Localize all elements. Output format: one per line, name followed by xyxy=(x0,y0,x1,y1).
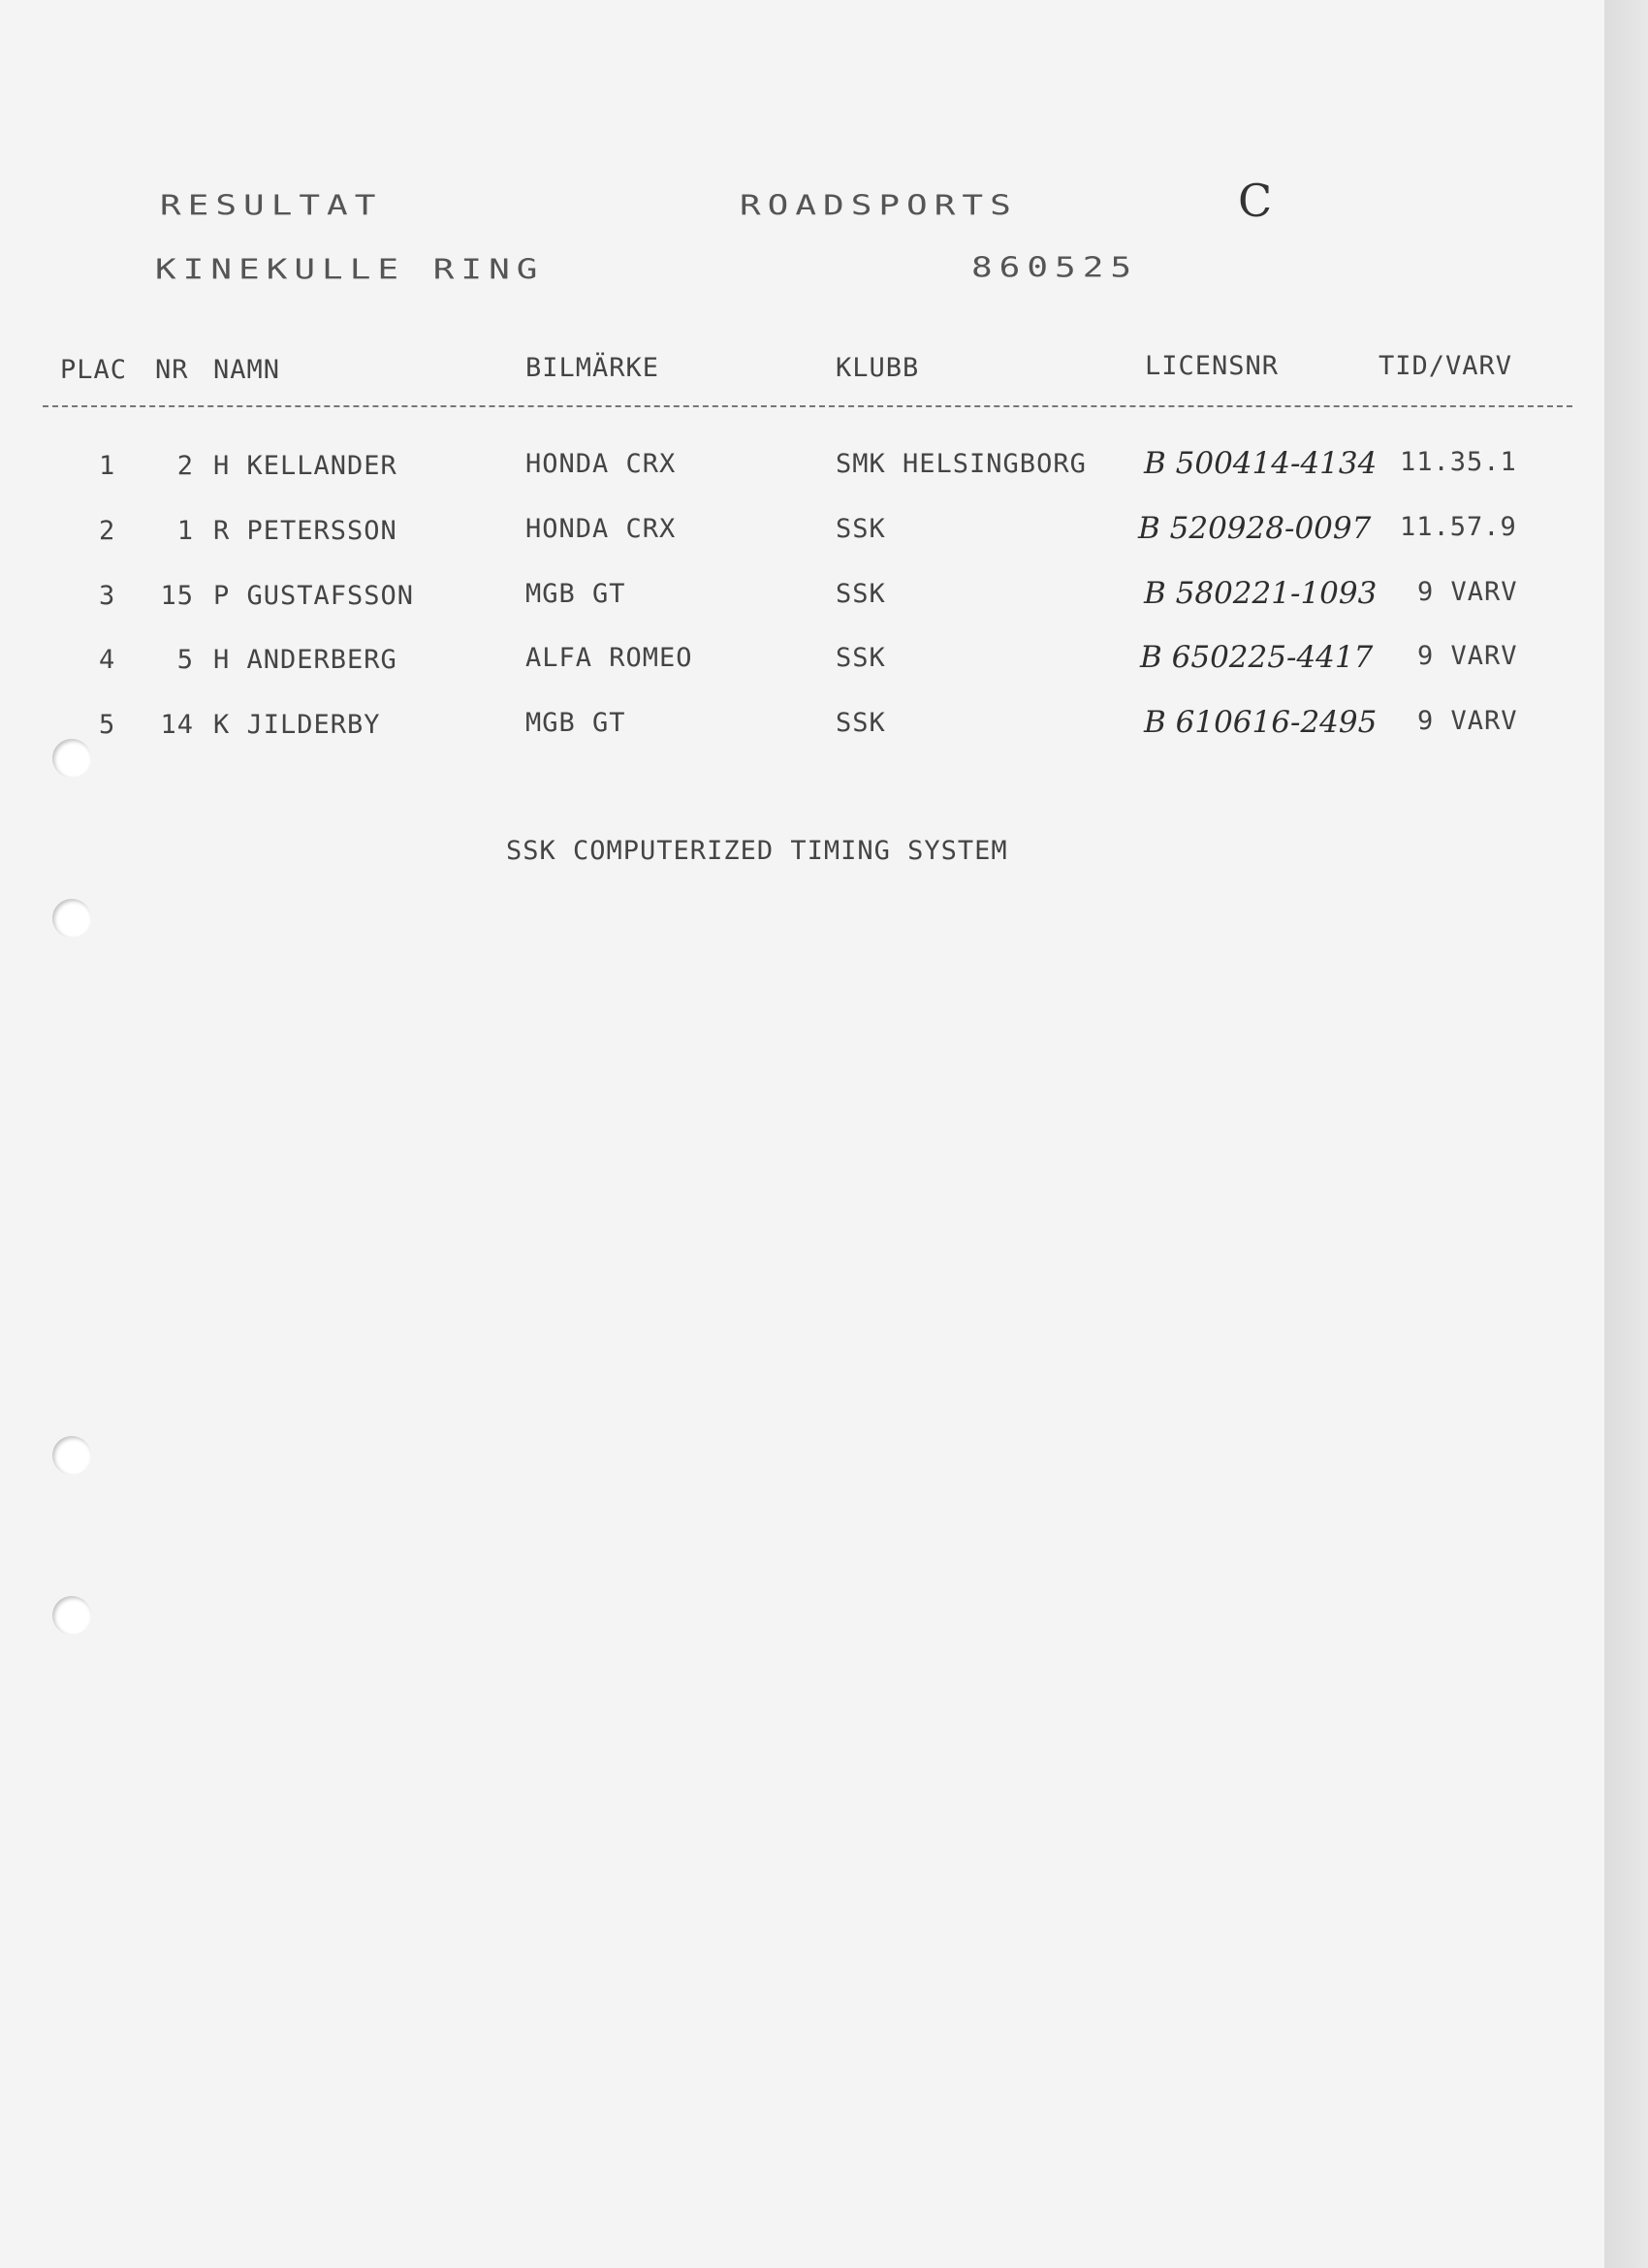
column-header-namn: NAMN xyxy=(213,355,281,385)
header-date: 860525 xyxy=(971,252,1139,284)
cell-nr: 14 xyxy=(160,710,194,740)
cell-licensnr: B 610616-2495 xyxy=(1144,705,1378,740)
cell-namn: H KELLANDER xyxy=(213,451,397,481)
cell-nr: 1 xyxy=(176,516,194,546)
cell-licensnr: B 650225-4417 xyxy=(1140,640,1374,675)
header-class-letter: C xyxy=(1238,175,1273,227)
cell-plac: 5 xyxy=(99,710,116,740)
cell-plac: 4 xyxy=(99,645,116,675)
column-header-tid: TID/VARV xyxy=(1379,351,1513,381)
binder-hole xyxy=(52,1436,91,1475)
paper-edge xyxy=(1604,0,1648,2268)
cell-nr: 2 xyxy=(176,451,194,481)
cell-licensnr: B 500414-4134 xyxy=(1144,446,1378,481)
binder-hole xyxy=(52,1596,91,1635)
header-title: RESULTAT xyxy=(160,190,383,222)
cell-plac: 1 xyxy=(99,451,116,481)
cell-nr: 5 xyxy=(176,645,194,675)
footer-note: SSK COMPUTERIZED TIMING SYSTEM xyxy=(506,836,1008,866)
header-track: KINEKULLE RING xyxy=(155,254,545,286)
cell-tid: 11.35.1 xyxy=(1400,447,1517,477)
cell-namn: P GUSTAFSSON xyxy=(213,581,415,611)
column-header-nr: NR xyxy=(155,355,189,385)
cell-tid: 9 VARV xyxy=(1417,641,1518,671)
cell-bilmarke: HONDA CRX xyxy=(525,449,677,479)
cell-bilmarke: ALFA ROMEO xyxy=(525,643,693,673)
cell-bilmarke: HONDA CRX xyxy=(525,514,677,544)
header-divider xyxy=(43,405,1572,407)
cell-plac: 2 xyxy=(99,516,116,546)
header-class: ROADSPORTS xyxy=(740,190,1018,222)
column-header-plac: PLAC xyxy=(60,355,128,385)
binder-hole xyxy=(52,899,91,938)
cell-klubb: SMK HELSINGBORG xyxy=(836,449,1087,479)
column-header-bilmarke: BILMÄRKE xyxy=(525,353,660,383)
cell-namn: H ANDERBERG xyxy=(213,645,397,675)
cell-klubb: SSK xyxy=(836,643,886,673)
binder-hole xyxy=(52,739,91,778)
cell-klubb: SSK xyxy=(836,708,886,738)
cell-klubb: SSK xyxy=(836,514,886,544)
cell-namn: R PETERSSON xyxy=(213,516,397,546)
cell-nr: 15 xyxy=(160,581,194,611)
cell-licensnr: B 580221-1093 xyxy=(1144,576,1378,611)
cell-tid: 9 VARV xyxy=(1417,706,1518,736)
cell-plac: 3 xyxy=(99,581,116,611)
cell-bilmarke: MGB GT xyxy=(525,708,626,738)
cell-tid: 11.57.9 xyxy=(1400,512,1517,542)
cell-klubb: SSK xyxy=(836,579,886,609)
column-header-licensnr: LICENSNR xyxy=(1145,351,1280,381)
column-header-klubb: KLUBB xyxy=(836,353,920,383)
cell-tid: 9 VARV xyxy=(1417,577,1518,607)
cell-bilmarke: MGB GT xyxy=(525,579,626,609)
cell-licensnr: B 520928-0097 xyxy=(1138,511,1372,546)
cell-namn: K JILDERBY xyxy=(213,710,381,740)
